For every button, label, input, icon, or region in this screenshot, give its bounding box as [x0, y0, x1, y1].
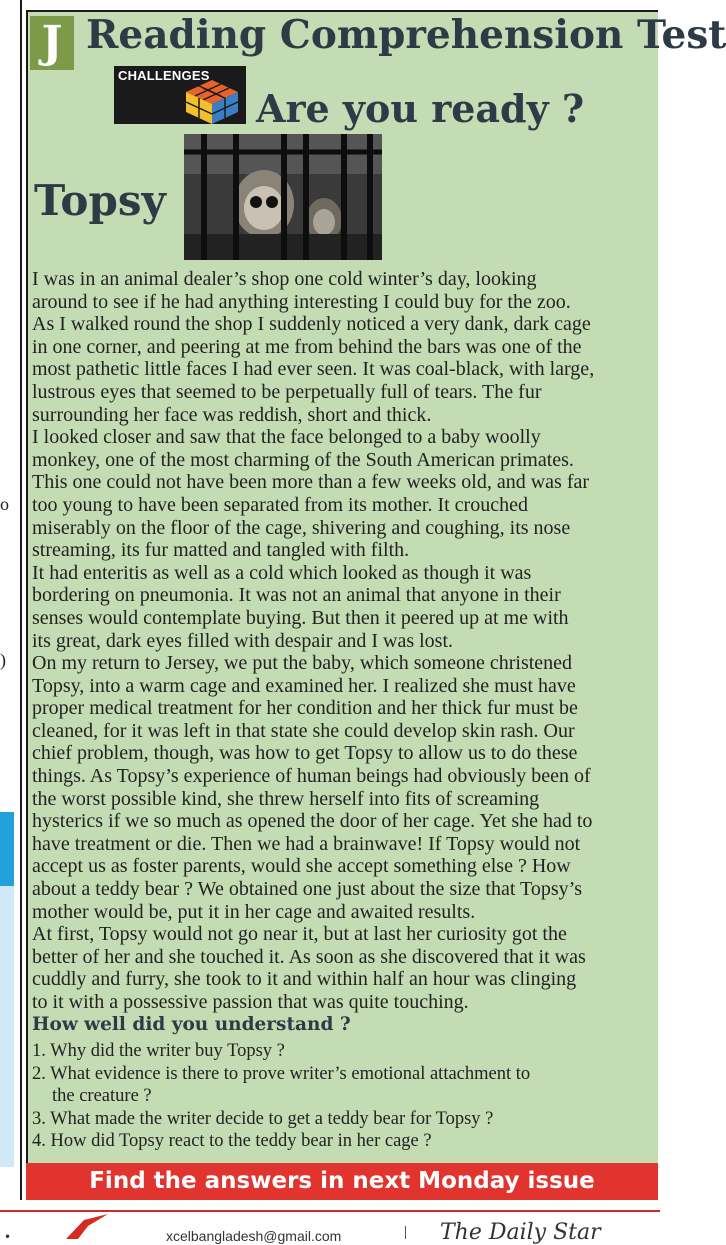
article-line: This one could not have been more than a few weeks old, and was far: [32, 471, 590, 494]
footer-separator: [405, 1226, 406, 1239]
question-item: 4. How did Topsy react to the teddy bear in her cage ?: [32, 1131, 432, 1151]
article-line: cuddly and furry, she took to it and within half an hour was clinging: [32, 968, 577, 991]
article-line: around to see if he had anything interesting I could buy for the zoo.: [32, 290, 571, 313]
article-line: about a teddy bear ? We obtained one just about the size that Topsy’s: [32, 878, 582, 901]
article-line: As I walked round the shop I suddenly noticed a very dank, dark cage: [32, 313, 591, 336]
question-item: 2. What evidence is there to prove writer’s emotional attachment to: [32, 1063, 531, 1084]
questions-heading: How well did you understand ?: [32, 1014, 351, 1035]
section-badge: J: [30, 16, 74, 70]
article-line: accept us as foster parents, would she accept something else ? How: [32, 855, 571, 878]
article-line: things. As Topsy’s experience of human beings had obviously been of: [32, 765, 591, 788]
monkey-in-cage-photo: [184, 134, 382, 260]
article-line: proper medical treatment for her condition and her thick fur must be: [32, 697, 578, 720]
article-line: too young to have been separated from its mother. It crouched: [32, 493, 528, 516]
article-line: On my return to Jersey, we put the baby, which someone christened: [32, 652, 573, 675]
article-title: Topsy: [34, 176, 166, 225]
article-line: chief problem, though, was how to get Topsy to allow us to do these: [32, 742, 578, 765]
challenges-logo: [114, 66, 246, 124]
answers-banner: Find the answers in next Monday issue: [26, 1163, 658, 1200]
article-line: bordering on pneumonia. It was not an animal that anyone in their: [32, 584, 561, 607]
column-divider: [20, 0, 22, 1200]
margin-fragment: ): [0, 650, 6, 670]
article-line: in one corner, and peering at me from behind the bars was one of the: [32, 335, 582, 358]
question-item: 1. Why did the writer buy Topsy ?: [32, 1041, 285, 1061]
challenges-label: CHALLENGES: [118, 68, 210, 83]
article-line: have treatment or die. Then we had a brainwave! If Topsy would not: [32, 832, 581, 855]
panel-top-border: [26, 0, 658, 12]
article-line: the worst possible kind, she threw herself into fits of screaming: [32, 787, 540, 810]
questions-list: [32, 1040, 652, 1153]
article-line: I was in an animal dealer’s shop one cold winter’s day, looking: [32, 268, 537, 290]
article-line: mother would be, put it in her cage and awaited results.: [32, 900, 476, 923]
article-line: streaming, its fur matted and tangled with filth.: [32, 539, 410, 562]
article-line: monkey, one of the most charming of the South American primates.: [32, 448, 574, 471]
article-line: senses would contemplate buying. But then it peered up at me with: [32, 606, 569, 629]
article-line: miserably on the floor of the cage, shivering and coughing, its nose: [32, 516, 571, 539]
footer-fragment: •: [4, 1230, 12, 1244]
article-line: its great, dark eyes filled with despair and I was lost.: [32, 629, 453, 652]
xcel-logo-icon: [62, 1214, 112, 1239]
subtitle: Are you ready ?: [256, 86, 585, 131]
article-line: better of her and she touched it. As soon as she discovered that it was: [32, 945, 586, 968]
margin-fragment: o: [0, 494, 9, 514]
footer-email[interactable]: xcelbangladesh@gmail.com: [166, 1228, 342, 1244]
article-line: surrounding her face was reddish, short and thick.: [32, 403, 432, 426]
article-line: At first, Topsy would not go near it, but at last her curiosity got the: [32, 923, 567, 946]
adjacent-column-blue: [0, 812, 14, 1167]
article-line: to it with a possessive passion that was quite touching.: [32, 991, 469, 1013]
article-line: most pathetic little faces I had ever seen. It was coal-black, with large,: [32, 358, 595, 381]
rubiks-cube-icon: [172, 78, 246, 124]
page-title: Reading Comprehension Test: [86, 12, 726, 58]
article-line: cleaned, for it was left in that state she could develop skin rash. Our: [32, 719, 575, 742]
article-line: Topsy, into a warm cage and examined her. I realized she must have: [32, 674, 576, 697]
article-line: It had enteritis as well as a cold which looked as though it was: [32, 561, 532, 584]
question-item: 3. What made the writer decide to get a teddy bear for Topsy ?: [32, 1108, 494, 1129]
question-item-continued: the creature ?: [52, 1086, 152, 1106]
article-line: lustrous eyes that seemed to be perpetually full of tears. The fur: [32, 380, 542, 403]
footer-divider: [0, 1210, 660, 1212]
article-body: [32, 268, 658, 1014]
article-line: I looked closer and saw that the face belonged to a baby woolly: [32, 426, 541, 449]
article-line: hysterics if we so much as opened the door of her cage. Yet she had to: [32, 810, 593, 833]
newspaper-logo: The Daily Star: [440, 1220, 601, 1245]
